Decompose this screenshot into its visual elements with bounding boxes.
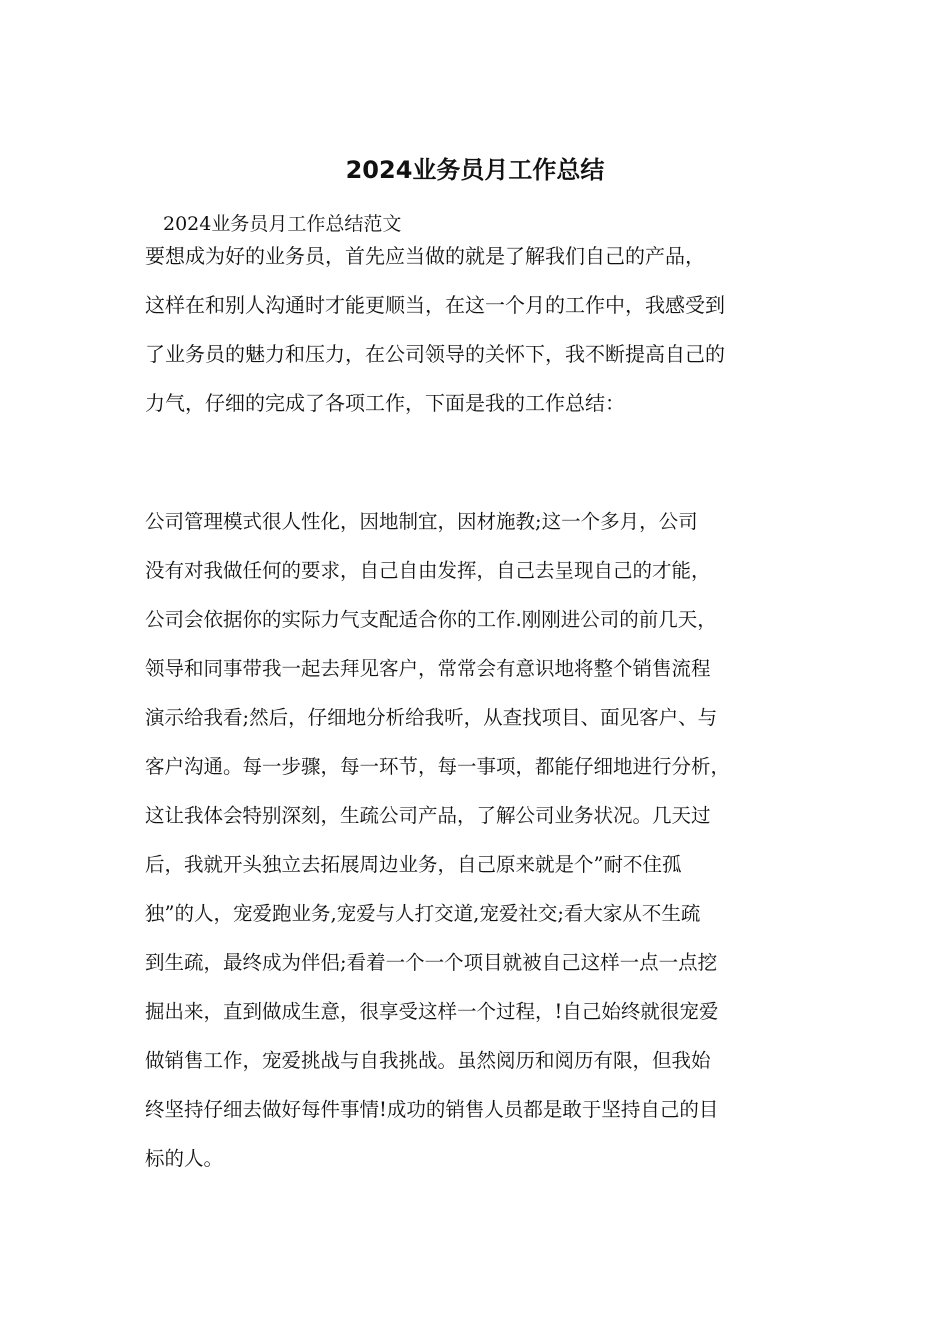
paragraph-line: 终坚持仔细去做好每件事情!成功的销售人员都是敢于坚持自己的目 — [145, 1098, 719, 1121]
document-subtitle: 2024业务员月工作总结范文 — [163, 213, 402, 235]
paragraph-line: 力气，仔细的完成了各项工作，下面是我的工作总结： — [145, 391, 625, 415]
paragraph-intro — [145, 232, 825, 428]
paragraph-line: 标的人。 — [145, 1147, 224, 1170]
paragraph-line: 公司管理模式很人性化，因地制宜，因材施教;这一个多月，公司 — [145, 510, 698, 533]
paragraph-line: 独”的人，宠爱跑业务,宠爱与人打交道,宠爱社交;看大家从不生疏 — [145, 902, 701, 925]
paragraph-line: 公司会依据你的实际力气支配适合你的工作.刚刚进公司的前几天， — [145, 608, 717, 631]
document-title: 2024业务员月工作总结 — [345, 156, 605, 184]
paragraph-line: 这让我体会特别深刻，生疏公司产品，了解公司业务状况。几天过 — [145, 804, 711, 827]
paragraph-line: 后，我就开头独立去拓展周边业务，自己原来就是个”耐不住孤 — [145, 853, 682, 876]
paragraph-body — [145, 497, 825, 1183]
paragraph-line: 到生疏，最终成为伴侣;看着一个一个项目就被自己这样一点一点挖 — [145, 951, 718, 974]
paragraph-line: 做销售工作，宠爱挑战与自我挑战。虽然阅历和阅历有限，但我始 — [145, 1049, 711, 1072]
paragraph-line: 演示给我看;然后，仔细地分析给我听，从查找项目、面见客户、与 — [145, 706, 718, 729]
paragraph-line: 领导和同事带我一起去拜见客户，常常会有意识地将整个销售流程 — [145, 657, 711, 680]
paragraph-line: 这样在和别人沟通时才能更顺当，在这一个月的工作中，我感受到 — [145, 293, 725, 317]
paragraph-line: 了业务员的魅力和压力，在公司领导的关怀下，我不断提高自己的 — [145, 342, 725, 366]
paragraph-line: 掘出来，直到做成生意，很享受这样一个过程，!自己始终就很宠爱 — [145, 1000, 719, 1023]
paragraph-line: 要想成为好的业务员，首先应当做的就是了解我们自己的产品， — [145, 244, 705, 268]
paragraph-line: 客户沟通。每一步骤，每一环节，每一事项，都能仔细地进行分析， — [145, 755, 731, 778]
paragraph-line: 没有对我做任何的要求，自己自由发挥，自己去呈现自己的才能， — [145, 559, 711, 582]
